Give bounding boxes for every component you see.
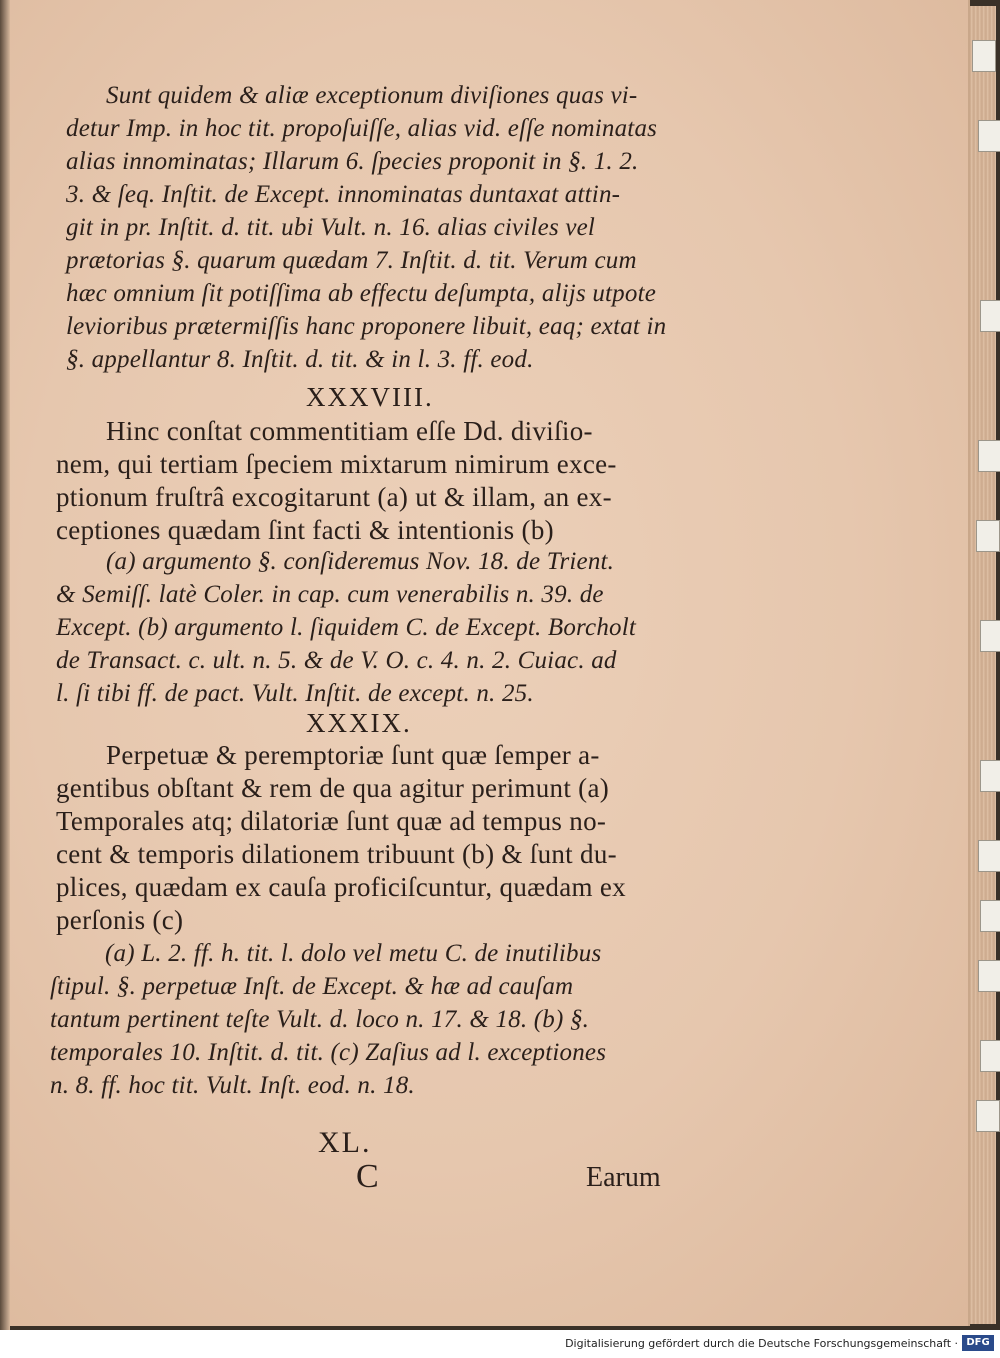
text-line: l. ſi tibi ff. de pact. Vult. Inſtit. de except. n. 25. xyxy=(56,680,534,707)
text-line: gentibus obſtant & rem de qua agitur perimunt (a) xyxy=(56,773,610,803)
index-tab xyxy=(980,620,1000,652)
footer-bar xyxy=(0,1330,1000,1358)
index-tab xyxy=(980,760,1000,792)
text-line: Perpetuæ & peremptoriæ ſunt quæ ſemper a- xyxy=(106,740,600,770)
text-line: hæc omnium ſit potiſſima ab effectu deſumpta, alijs utpote xyxy=(66,280,657,307)
book-page xyxy=(6,0,970,1326)
index-tab xyxy=(978,440,1000,472)
text-line: temporales 10. Inſtit. d. tit. (c) Zaſius ad l. exceptiones xyxy=(50,1039,607,1066)
index-tab xyxy=(976,1100,1000,1132)
section-heading: XXXVIII. xyxy=(306,382,434,412)
text-line: 3. & ſeq. Inſtit. de Except. innominatas duntaxat attin- xyxy=(66,181,621,208)
text-line: de Transact. c. ult. n. 5. & de V. O. c. 4. n. 2. Cuiac. ad xyxy=(56,647,617,674)
index-tab xyxy=(980,300,1000,332)
text-line: Hinc conſtat commentitiam eſſe Dd. diviſio- xyxy=(106,416,593,446)
text-line: tantum pertinent teſte Vult. d. loco n. 17. & 18. (b) §. xyxy=(50,1006,590,1033)
text-line: prætorias §. quarum quædam 7. Inſtit. d. tit. Verum cum xyxy=(66,247,637,274)
gutter-shadow xyxy=(0,0,10,1330)
index-tab xyxy=(978,960,1000,992)
index-tab xyxy=(978,840,1000,872)
index-tab xyxy=(978,120,1000,152)
text-line: nem, qui tertiam ſpeciem mixtarum nimirum exce- xyxy=(56,449,617,479)
dfg-logo: DFG xyxy=(962,1335,994,1351)
catchword: Earum xyxy=(586,1162,661,1193)
text-line: ptionum fruſtrâ excogitarunt (a) ut & illam, an ex- xyxy=(56,482,612,512)
index-tab xyxy=(976,520,1000,552)
text-line: & Semiſſ. latè Coler. in cap. cum venerabilis n. 39. de xyxy=(56,581,604,608)
text-line: plices, quædam ex cauſa proficiſcuntur, quædam ex xyxy=(56,872,626,902)
text-line: cent & temporis dilationem tribuunt (b) & ſunt du- xyxy=(56,839,617,869)
text-line: (a) argumento §. conſideremus Nov. 18. de Trient. xyxy=(106,548,615,575)
text-line: (a) L. 2. ff. h. tit. l. dolo vel metu C. de inutilibus xyxy=(105,940,602,967)
text-line: perſonis (c) xyxy=(56,905,184,935)
text-line: §. appellantur 8. Inſtit. d. tit. & in l. 3. ff. eod. xyxy=(66,346,534,373)
text-line: n. 8. ff. hoc tit. Vult. Inſt. eod. n. 18. xyxy=(50,1072,415,1099)
text-line: levioribus prætermiſſis hanc proponere libuit, eaq; extat in xyxy=(66,313,667,340)
text-line: ſtipul. §. perpetuæ Inſt. de Except. & hæ ad cauſam xyxy=(50,973,574,1000)
signature-mark: C xyxy=(356,1158,379,1195)
text-line: detur Imp. in hoc tit. propoſuiſſe, alias vid. eſſe nominatas xyxy=(66,115,658,142)
text-line: alias innominatas; Illarum 6. ſpecies proponit in §. 1. 2. xyxy=(66,148,639,175)
text-line: ceptiones quædam ſint facti & intentionis (b) xyxy=(56,515,554,545)
funding-credit: Digitalisierung gefördert durch die Deutsche Forschungsgemeinschaft · xyxy=(565,1337,958,1350)
text-line: Temporales atq; dilatoriæ ſunt quæ ad tempus no- xyxy=(56,806,607,836)
text-line: git in pr. Inſtit. d. tit. ubi Vult. n. 16. alias civiles vel xyxy=(66,214,596,241)
index-tab xyxy=(980,900,1000,932)
section-heading: XXXIX. xyxy=(306,708,412,738)
index-tab xyxy=(972,40,996,72)
text-line: Except. (b) argumento l. ſiquidem C. de Except. Borcholt xyxy=(56,614,637,641)
index-tab xyxy=(980,1040,1000,1072)
section-heading: XL. xyxy=(318,1126,372,1159)
text-line: Sunt quidem & aliæ exceptionum diviſiones quas vi- xyxy=(106,82,638,109)
